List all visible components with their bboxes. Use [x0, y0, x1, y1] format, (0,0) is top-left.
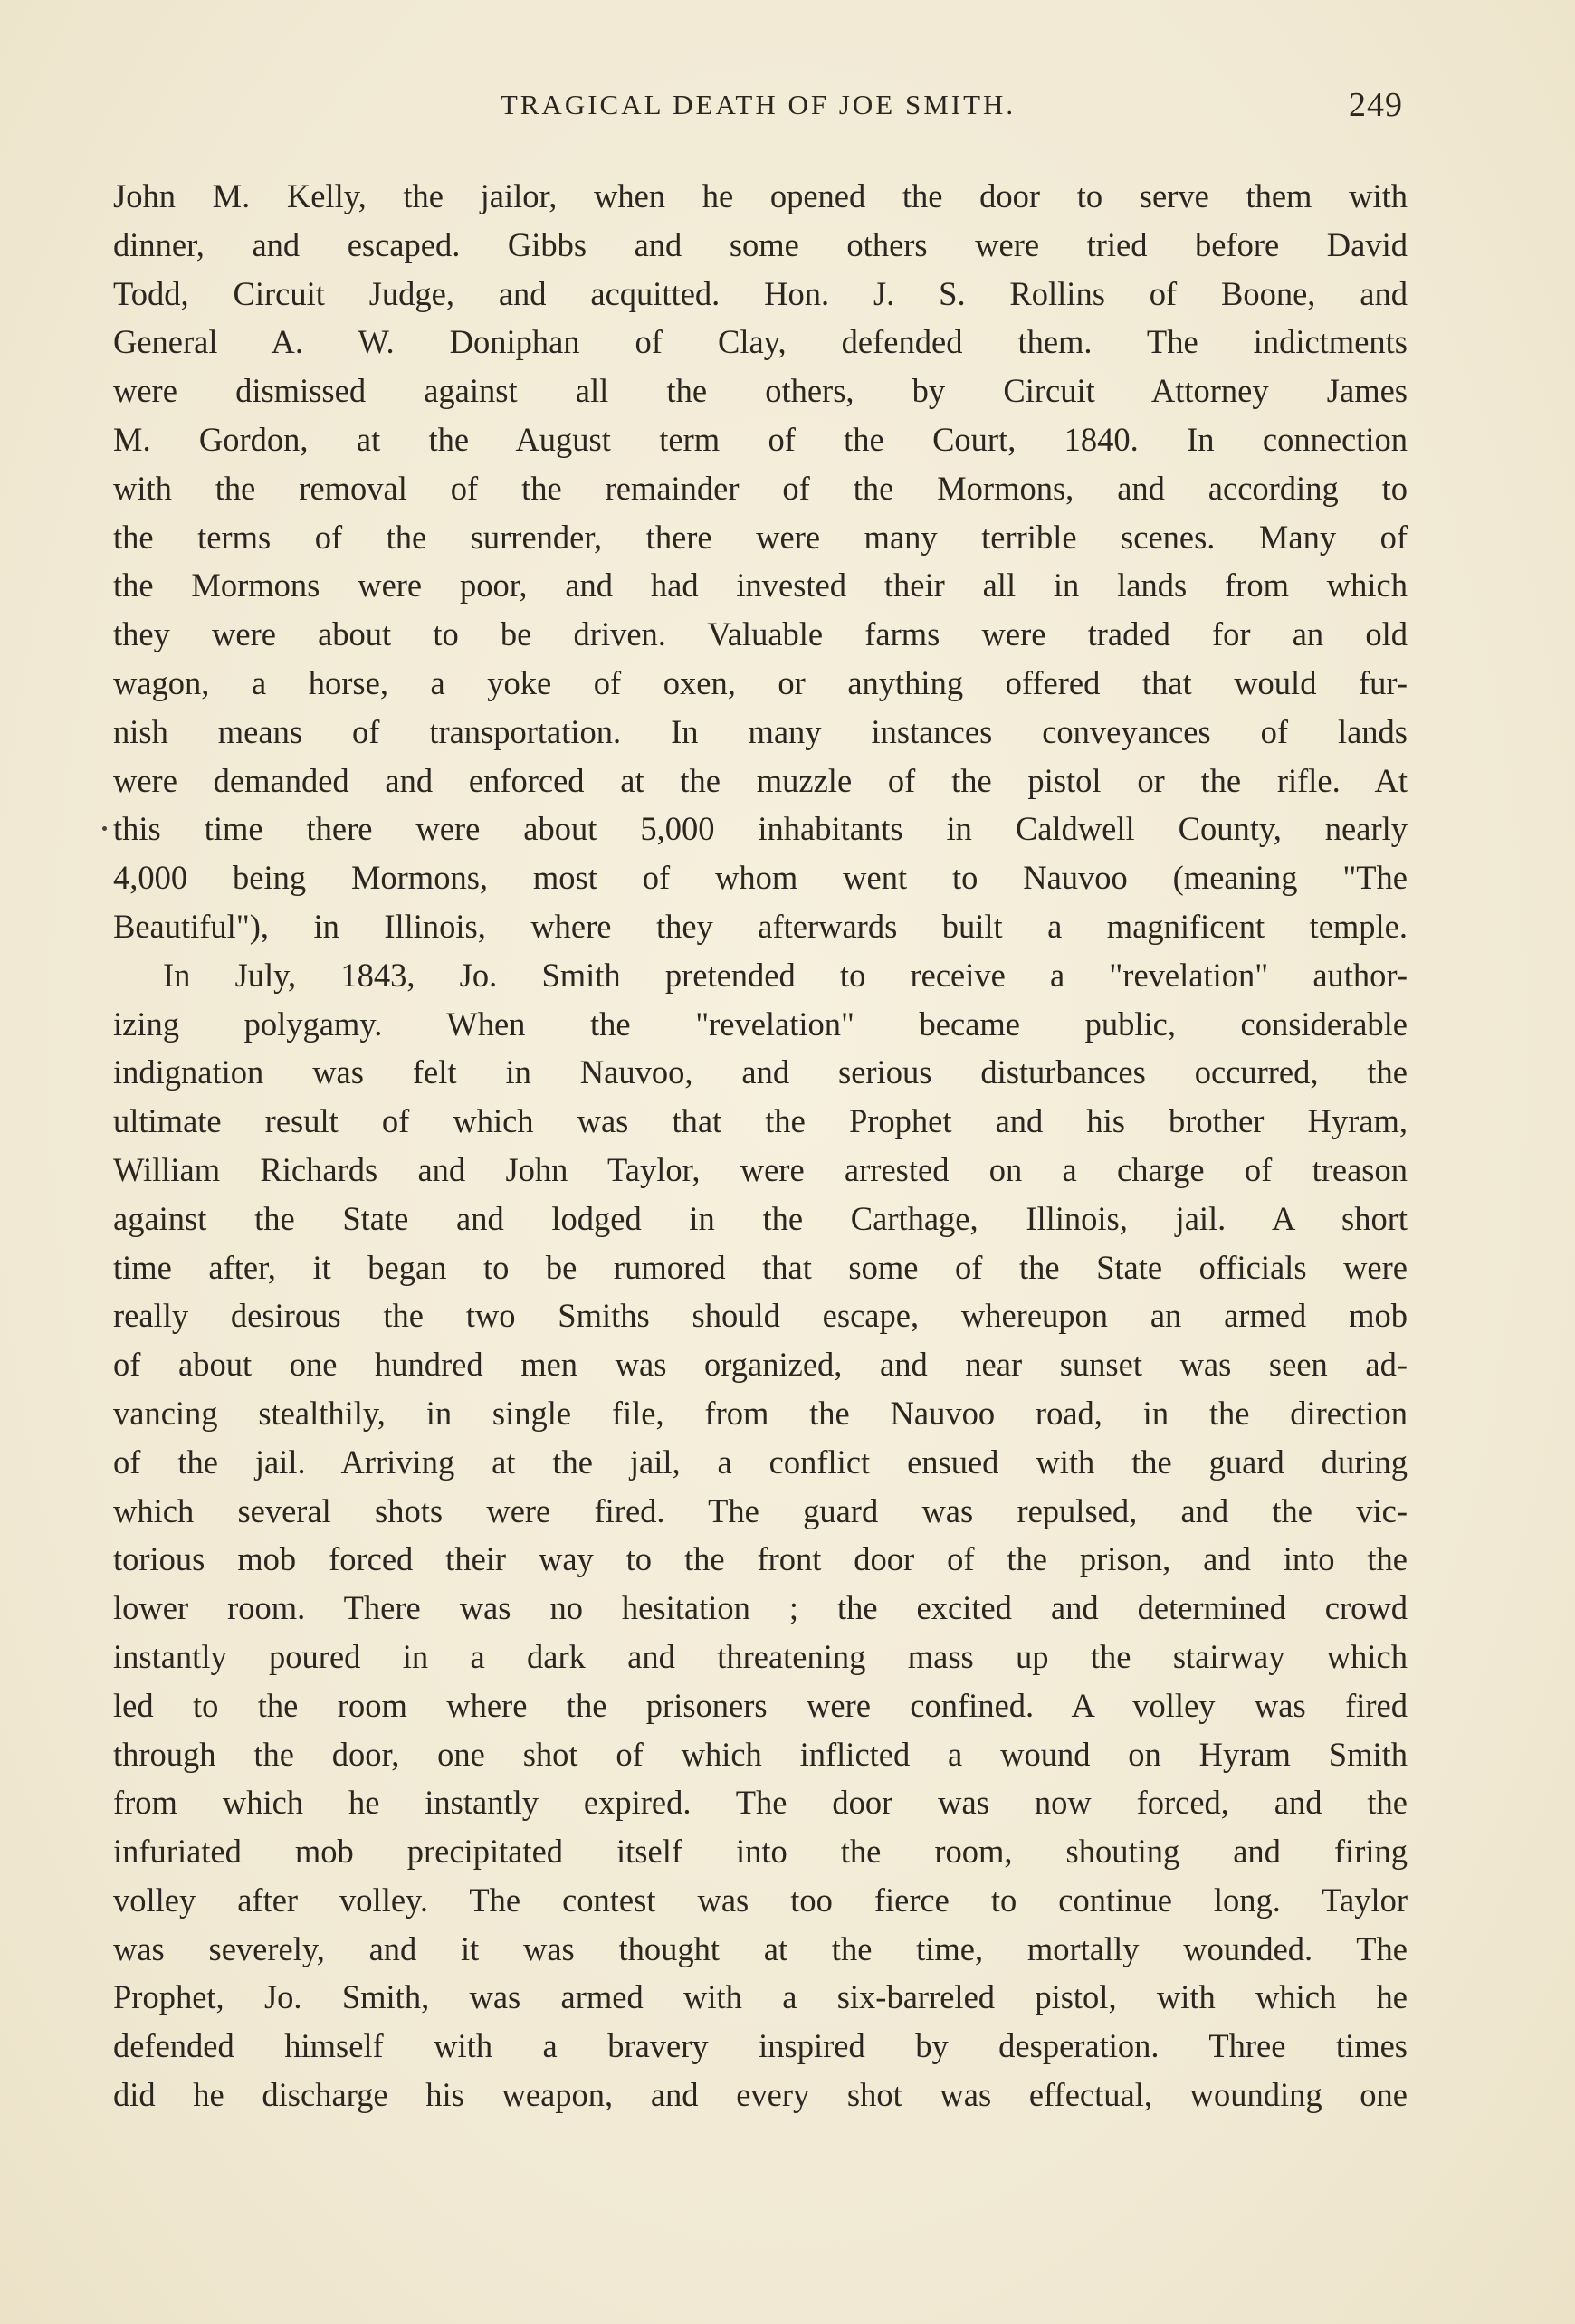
margin-dot-mark [102, 826, 107, 831]
text-line: of the jail. Arriving at the jail, a conflict ensued with the guard during [113, 1443, 1408, 1481]
text-line: infuriated mob precipitated itself into the room, shouting and firing [113, 1833, 1408, 1871]
text-line: Todd, Circuit Judge, and acquitted. Hon. J. S. Rollins of Boone, and [113, 274, 1408, 312]
text-line: ultimate result of which was that the Prophet and his brother Hyram, [113, 1102, 1408, 1140]
text-line: Prophet, Jo. Smith, was armed with a six-barreled pistol, with which he [113, 1978, 1408, 2016]
text-line: lower room. There was no hesitation ; the excited and determined crowd [113, 1589, 1408, 1627]
text-line: instantly poured in a dark and threatening mass up the stairway which [113, 1637, 1408, 1675]
text-line: dinner, and escaped. Gibbs and some others were tried before David [113, 225, 1408, 263]
text-line: nish means of transportation. In many instances conveyances of lands [113, 712, 1408, 750]
text-line: volley after volley. The contest was too fierce to continue long. Taylor [113, 1881, 1408, 1919]
text-line: vancing stealthily, in single file, from the Nauvoo road, in the direction [113, 1394, 1408, 1432]
text-line: indignation was felt in Nauvoo, and serious disturbances occurred, the [113, 1053, 1408, 1091]
text-line: the Mormons were poor, and had invested their all in lands from which [113, 567, 1408, 605]
text-line: this time there were about 5,000 inhabitants in Caldwell County, nearly [113, 810, 1408, 848]
text-line: with the removal of the remainder of the Mormons, and according to [113, 469, 1408, 507]
text-line: General A. W. Doniphan of Clay, defended them. The indictments [113, 323, 1408, 361]
text-line: Beautiful"), in Illinois, where they afterwards built a magnificent temple. [113, 907, 1408, 945]
text-line: really desirous the two Smiths should escape, whereupon an armed mob [113, 1297, 1408, 1335]
text-line: torious mob forced their way to the front door of the prison, and into the [113, 1540, 1408, 1578]
text-line: time after, it began to be rumored that some of the State officials were [113, 1248, 1408, 1286]
text-line: did he discharge his weapon, and every shot was effectual, wounding one [113, 2076, 1408, 2114]
text-line: through the door, one shot of which inflicted a wound on Hyram Smith [113, 1735, 1408, 1773]
text-line: led to the room where the prisoners were confined. A volley was fired [113, 1686, 1408, 1724]
paragraph-start-line: In July, 1843, Jo. Smith pretended to receive a "revelation" author- [163, 956, 1408, 994]
text-line: wagon, a horse, a yoke of oxen, or anything offered that would fur- [113, 663, 1408, 701]
page-number: 249 [1349, 86, 1403, 124]
text-line: were demanded and enforced at the muzzle of the pistol or the rifle. At [113, 761, 1408, 799]
text-line: M. Gordon, at the August term of the Court, 1840. In connection [113, 420, 1408, 458]
text-line: William Richards and John Taylor, were arrested on a charge of treason [113, 1150, 1408, 1188]
text-line: defended himself with a bravery inspired by desperation. Three times [113, 2027, 1408, 2065]
text-line: which several shots were fired. The guard was repulsed, and the vic- [113, 1491, 1408, 1529]
text-line: from which he instantly expired. The door was now forced, and the [113, 1784, 1408, 1822]
text-line: John M. Kelly, the jailor, when he opened the door to serve them with [113, 177, 1408, 214]
text-line: the terms of the surrender, there were many terrible scenes. Many of [113, 518, 1408, 556]
running-head [113, 86, 1403, 143]
text-line: 4,000 being Mormons, most of whom went to Nauvoo (meaning "The [113, 859, 1408, 897]
text-line: were dismissed against all the others, by Circuit Attorney James [113, 372, 1408, 410]
text-line: izing polygamy. When the "revelation" became public, considerable [113, 1005, 1408, 1043]
text-line: of about one hundred men was organized, and near sunset was seen ad- [113, 1346, 1408, 1384]
text-line: they were about to be driven. Valuable farms were traded for an old [113, 615, 1408, 653]
text-line: was severely, and it was thought at the time, mortally wounded. The [113, 1929, 1408, 1967]
body-text [113, 172, 1408, 2119]
running-title: TRAGICAL DEATH OF JOE SMITH. [500, 89, 1017, 120]
text-line: against the State and lodged in the Carthage, Illinois, jail. A short [113, 1199, 1408, 1237]
